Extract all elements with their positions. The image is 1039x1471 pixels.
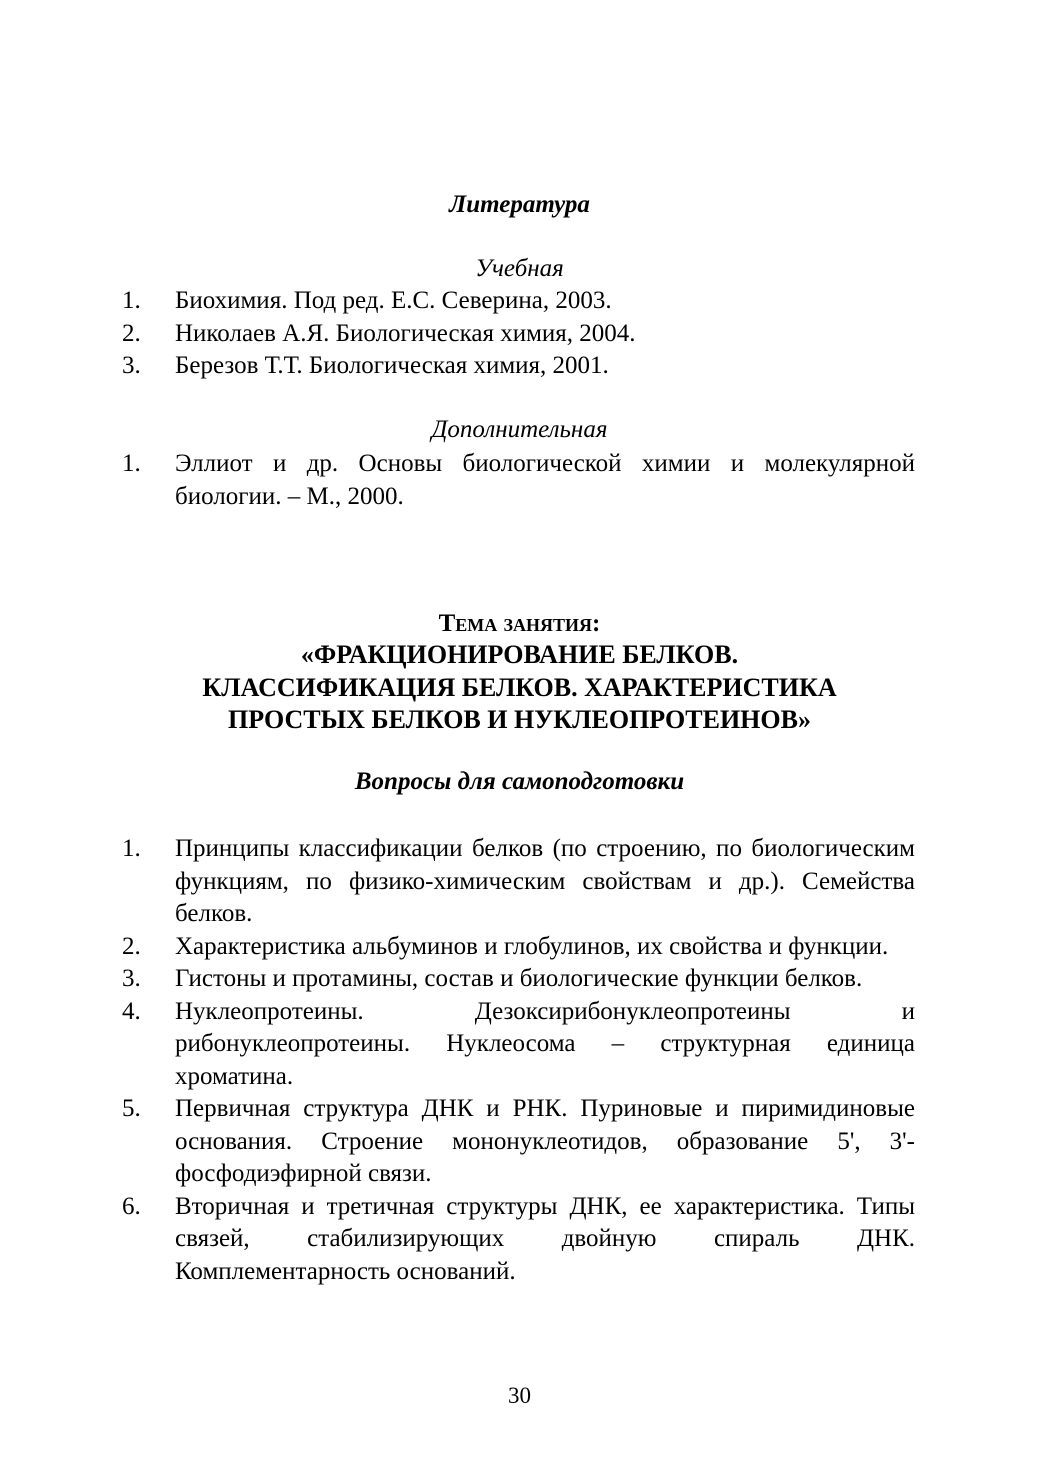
additional-heading: Дополнительная: [431, 416, 608, 443]
list-item: [122, 350, 915, 383]
list-item-number: 1.: [122, 450, 141, 477]
theme-title-line: «ФРАКЦИОНИРОВАНИЕ БЕЛКОВ.: [300, 640, 739, 669]
list-item: [122, 996, 915, 1094]
list-item-number: 2.: [122, 319, 141, 347]
list-item: [122, 1093, 915, 1191]
list-item-number: 1.: [122, 835, 141, 862]
list-item-text: Характеристика альбуминов и глобулинов, их свойства и функции.: [175, 932, 889, 960]
list-item-text: Биохимия. Под ред. Е.С. Северина, 2003.: [175, 287, 612, 314]
list-item-text: Вторичная и третичная структуры ДНК, ее характеристика. Типы связей, стабилизирующих двойную спираль ДНК. Комплементарность оснований.: [175, 1192, 915, 1285]
list-item-text: Первичная структура ДНК и РНК. Пуриновые и пиримидиновые основания. Строение мононуклеотидов, образование 5', 3'-фосфодиэфирной связи.: [175, 1095, 915, 1187]
list-item: [122, 1191, 915, 1289]
list-item-number: 4.: [122, 997, 141, 1025]
list-item-text: Принципы классификации белков (по строению, по биологическим функциям, по физико-химическим свойствам и др.). Семейства белков.: [175, 835, 915, 927]
list-item-text: Николаев А.Я. Биологическая химия, 2004.: [175, 319, 636, 347]
questions-heading: Вопросы для самоподготовки: [354, 768, 685, 795]
list-item-number: 5.: [122, 1095, 141, 1122]
list-item: [122, 963, 915, 996]
textbook-list: [122, 285, 915, 383]
theme-title-line: ПРОСТЫХ БЕЛКОВ И НУКЛЕОПРОТЕИНОВ»: [228, 705, 811, 734]
list-item: [122, 448, 915, 513]
theme-block: [0, 609, 1039, 737]
questions-list: [122, 833, 915, 1288]
page-number: 30: [508, 1383, 531, 1408]
textbook-heading: Учебная: [475, 255, 564, 282]
theme-label: Тема занятия:: [438, 610, 601, 637]
list-item-number: 1.: [122, 287, 141, 314]
literature-heading: Литература: [449, 191, 590, 218]
theme-title-line: КЛАССИФИКАЦИЯ БЕЛКОВ. ХАРАКТЕРИСТИКА: [202, 672, 837, 702]
theme-title: [0, 639, 1039, 737]
list-item-number: 3.: [122, 352, 141, 379]
list-item-text: Эллиот и др. Основы биологической химии и молекулярной биологии. – М., 2000.: [175, 450, 915, 510]
list-item-number: 3.: [122, 965, 141, 992]
list-item: [122, 833, 915, 931]
list-item-number: 6.: [122, 1192, 141, 1220]
list-item-text: Гистоны и протамины, состав и биологические функции белков.: [175, 965, 863, 992]
additional-list: [122, 448, 915, 513]
list-item: [122, 318, 915, 351]
list-item: [122, 931, 915, 964]
list-item-text: Березов Т.Т. Биологическая химия, 2001.: [175, 352, 609, 379]
list-item-number: 2.: [122, 932, 141, 960]
list-item-text: Нуклеопротеины. Дезоксирибонуклеопротеины и рибонуклеопротеины. Нуклеосома – структурная единица хроматина.: [175, 997, 915, 1090]
list-item: [122, 285, 915, 318]
